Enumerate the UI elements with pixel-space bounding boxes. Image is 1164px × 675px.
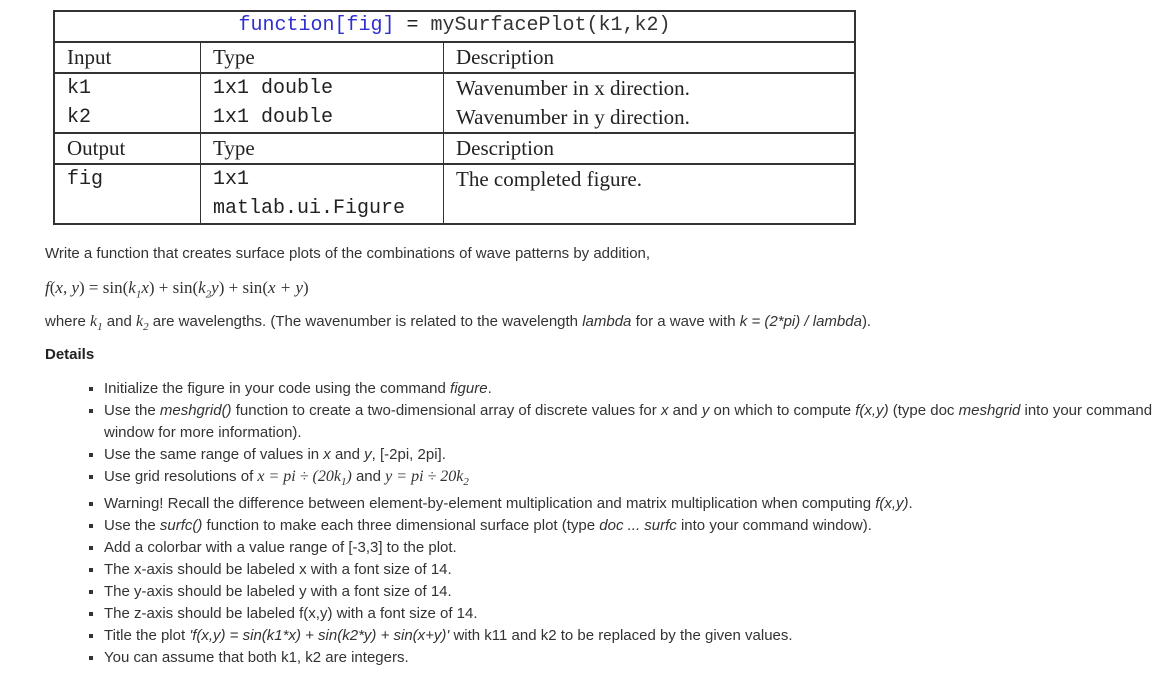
where-pre: where [45,313,91,330]
output-name: fig [54,164,201,224]
table-row [54,73,855,103]
signature-row [54,11,855,42]
signature-table [53,10,856,225]
input-name: k2 [54,103,201,133]
output-header: Output [54,133,201,164]
input-header: Input [54,42,201,73]
signature-equals: = [394,14,431,37]
where-post2: for a wave with [631,313,740,330]
list-item: ▪ Initialize the figure in your code using the command figure. [104,378,1164,400]
function-signature [54,11,855,42]
output-header-row [54,133,855,164]
list-item: ▪ Use the meshgrid() function to create a two-dimensional array of discrete values for x and y on which to compute f(x,y) (type doc meshgrid into your command window for more information). [104,400,1164,444]
description-header: Description [444,133,856,164]
input-header-row [54,42,855,73]
where-end: ). [861,313,872,330]
list-item: ▪ The z-axis should be labeled f(x,y) with a font size of 14. [104,603,1164,625]
formula [45,278,309,304]
list-item: ▪ Title the plot 'f(x,y) = sin(k1*x) + sin(k2*y) + sin(x+y)' with k11 and k2 to be replaced by the given values. [104,625,1164,647]
list-item: ▪ Warning! Recall the difference between element-by-element multiplication and matrix multiplication when computing f(x,y). [104,493,1164,515]
output-type-line1: 1x1 [213,168,250,191]
list-item: ▪ The y-axis should be labeled y with a font size of 14. [104,581,1164,603]
list-item: ▪ Use the same range of values in x and y, [-2pi, 2pi]. [104,444,1164,466]
details-heading: Details [45,346,95,363]
table-row [54,103,855,133]
output-description: The completed figure. [444,164,856,224]
k2-symbol: $k_2$ [136,313,149,334]
input-description: Wavenumber in y direction. [444,103,856,133]
k-formula: k = (2*pi) / lambda [739,313,862,330]
intro-text: Write a function that creates surface plots of the combinations of wave patterns by addition, [45,245,651,262]
table-row [54,164,855,224]
type-header: Type [201,42,444,73]
input-name: k1 [54,73,201,103]
list-item: ▪ The x-axis should be labeled x with a font size of 14. [104,559,1164,581]
list-item: ▪ You can assume that both k1, k2 are integers. [104,647,1164,669]
input-type: 1x1 double [201,103,444,133]
input-description: Wavenumber in x direction. [444,73,856,103]
description-header: Description [444,42,856,73]
signature-call: mySurfacePlot(k1,k2) [430,14,671,37]
lambda-text: lambda [582,313,632,330]
formula-text: f(x, $y) = \sin(k_1x) + \sin(k_2y) + \sin(x + y)$ [45,278,309,301]
list-item: ▪ Use grid resolutions of x = pi ÷ $(20k_1)$ and y = pi ÷ $20k_2$ [104,466,1164,493]
where-line [45,312,871,337]
where-post: are wavelengths. (The wavenumber is related to the wavelength [148,313,583,330]
list-item: ▪ Add a colorbar with a value range of [-3,3] to the plot. [104,537,1164,559]
where-mid: and [102,313,137,330]
input-type: 1x1 double [201,73,444,103]
output-type-line2: matlab.ui.Figure [213,197,406,220]
list-item: ▪ Use the surfc() function to make each three dimensional surface plot (type doc ... surfc into your command window). [104,515,1164,537]
k1-symbol: $k_1$ [90,313,103,334]
type-header: Type [201,133,444,164]
details-list [88,378,1164,669]
signature-prefix: function[fig] [238,14,395,37]
output-type [201,164,444,224]
